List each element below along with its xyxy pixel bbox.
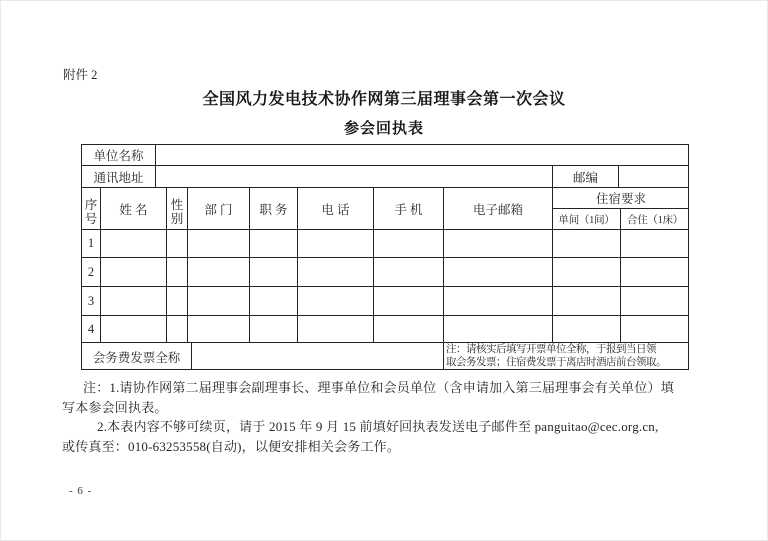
row4-mobile-cell [373, 315, 443, 342]
postcode-value-cell [618, 165, 689, 187]
row2-position-cell [249, 257, 297, 286]
header-lodging: 住宿要求 [552, 187, 689, 208]
row1-name-cell [100, 229, 166, 257]
row2-mobile-cell [373, 257, 443, 286]
row4-phone-cell [297, 315, 373, 342]
row4-single-cell [552, 315, 620, 342]
row1-gender-cell [166, 229, 187, 257]
row1-department-cell [187, 229, 249, 257]
row1-position-cell [249, 229, 297, 257]
row2-shared-cell [620, 257, 689, 286]
header-phone: 电 话 [297, 187, 373, 229]
document-subtitle: 参会回执表 [343, 121, 424, 137]
row1-single-cell [552, 229, 620, 257]
header-mobile: 手 机 [373, 187, 443, 229]
row1-shared-cell [620, 229, 689, 257]
footnote-line3: 2.本表内容不够可续页，请于 2015 年 9 月 15 前填好回执表发送电子邮件至 panguitao@cec.org.cn, [97, 419, 659, 435]
row1-mobile-cell [373, 229, 443, 257]
address-value-cell [155, 165, 552, 187]
row3-single-cell [552, 286, 620, 315]
row2-phone-cell [297, 257, 373, 286]
page-number: - 6 - [69, 485, 93, 497]
row3-department-cell [187, 286, 249, 315]
invoice-note [443, 342, 689, 370]
row1-email-cell [443, 229, 552, 257]
postcode-label: 邮编 [552, 165, 618, 187]
invoice-note-line2: 取会务发票；住宿费发票于离店时酒店前台领取。 [446, 356, 666, 368]
row3-email-cell [443, 286, 552, 315]
reply-form-table [81, 144, 689, 370]
row2-seq: 2 [81, 257, 100, 286]
row3-seq: 3 [81, 286, 100, 315]
row4-seq: 4 [81, 315, 100, 342]
row2-name-cell [100, 257, 166, 286]
footnote-line4: 或传真至：010-63253558(自动)，以便安排相关会务工作。 [62, 438, 401, 454]
row4-position-cell [249, 315, 297, 342]
row3-shared-cell [620, 286, 689, 315]
attachment-label: 附件 2 [63, 68, 98, 82]
row3-name-cell [100, 286, 166, 315]
unit-name-label: 单位名称 [81, 144, 155, 165]
footnote-line1: 注：1.请协作网第二届理事会副理事长、理事单位和会员单位（含申请加入第三届理事会有关单位）填 [83, 380, 674, 395]
header-department: 部 门 [187, 187, 249, 229]
row1-seq: 1 [81, 229, 100, 257]
document-title: 全国风力发电技术协作网第三届理事会第一次会议 [202, 91, 566, 108]
row3-mobile-cell [373, 286, 443, 315]
header-lodging-single: 单间（1间） [552, 208, 620, 229]
row2-single-cell [552, 257, 620, 286]
header-name: 姓 名 [100, 187, 166, 229]
footnotes [62, 378, 710, 456]
row4-name-cell [100, 315, 166, 342]
row3-gender-cell [166, 286, 187, 315]
header-seq: 序号 [81, 187, 100, 229]
row4-email-cell [443, 315, 552, 342]
invoice-note-line1: 注：请核实后填写开票单位全称，于报到当日领 [446, 344, 656, 355]
row2-department-cell [187, 257, 249, 286]
row1-phone-cell [297, 229, 373, 257]
invoice-label: 会务费发票全称 [81, 342, 191, 370]
row4-shared-cell [620, 315, 689, 342]
row2-gender-cell [166, 257, 187, 286]
header-email: 电子邮箱 [443, 187, 552, 229]
header-position: 职 务 [249, 187, 297, 229]
row4-department-cell [187, 315, 249, 342]
address-label: 通讯地址 [81, 165, 155, 187]
header-lodging-shared: 合住（1床） [620, 208, 689, 229]
row3-phone-cell [297, 286, 373, 315]
unit-name-value-cell [155, 144, 689, 165]
row4-gender-cell [166, 315, 187, 342]
row3-position-cell [249, 286, 297, 315]
footnote-line2: 写本参会回执表。 [62, 399, 168, 415]
header-gender: 性别 [166, 187, 187, 229]
invoice-value-cell [191, 342, 443, 370]
row2-email-cell [443, 257, 552, 286]
